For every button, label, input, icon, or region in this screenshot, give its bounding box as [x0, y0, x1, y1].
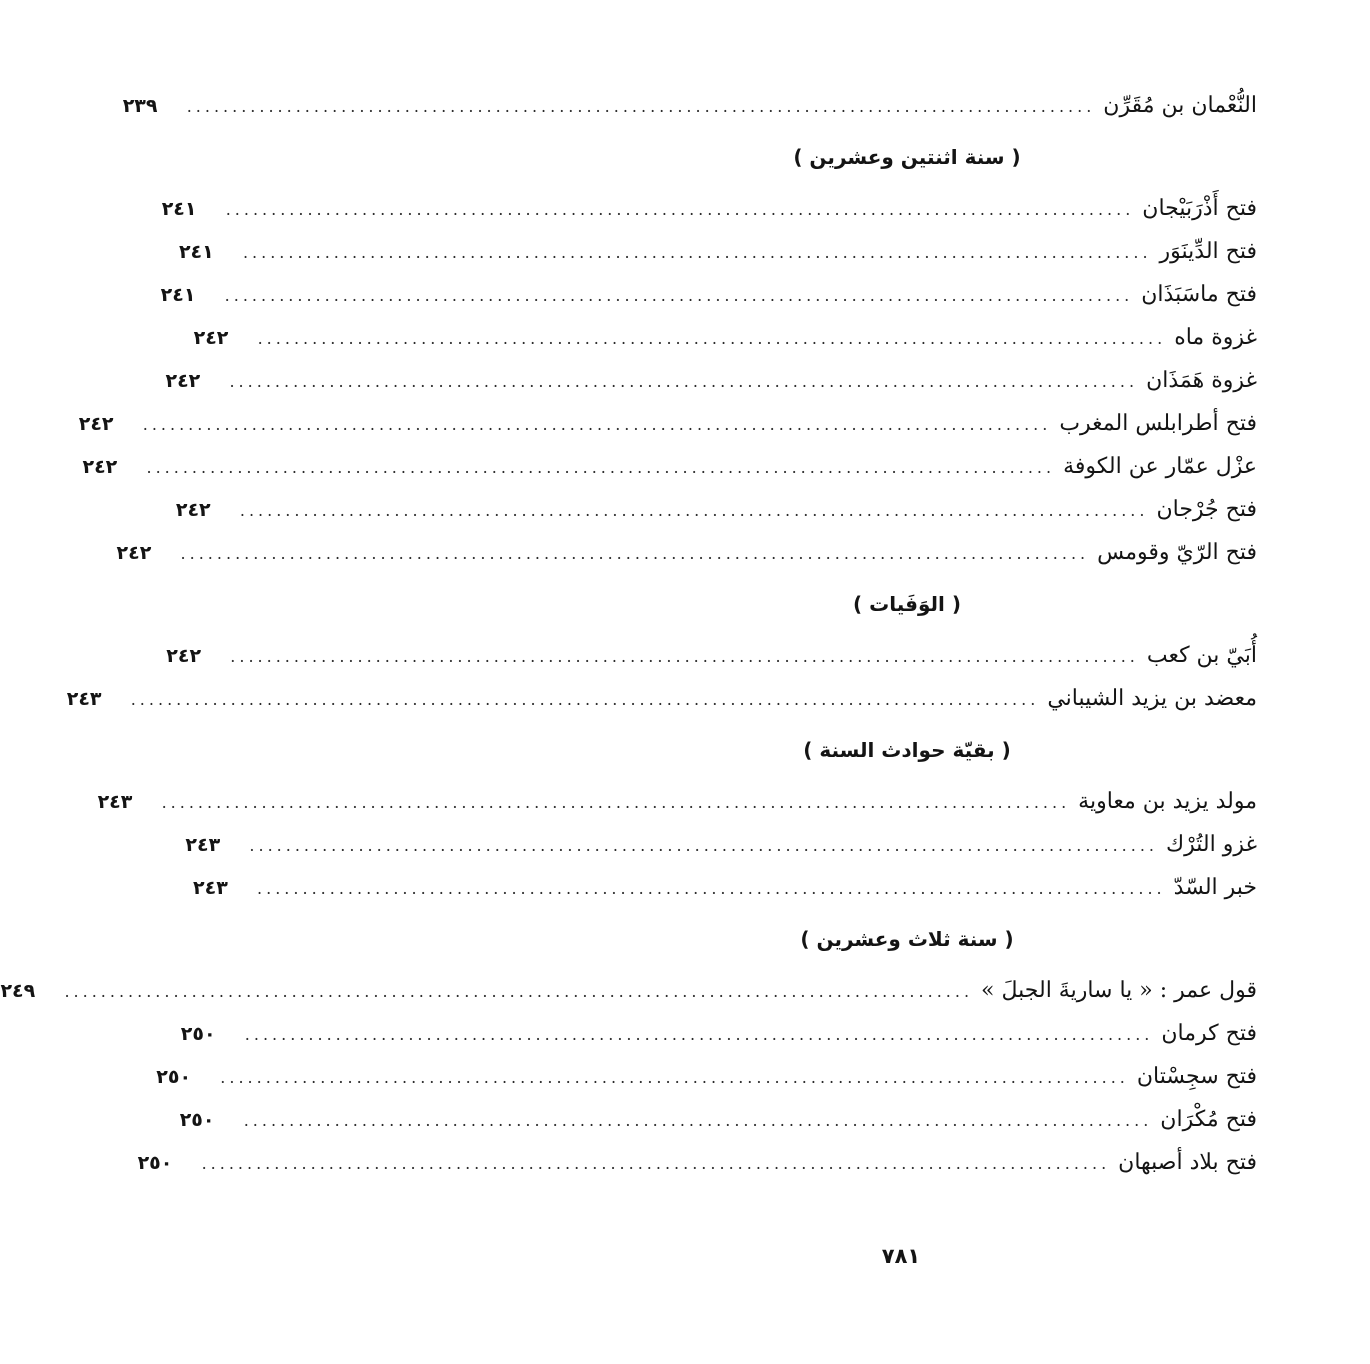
- toc-entry: [78, 402, 1257, 445]
- toc-entry: [156, 1055, 1257, 1098]
- entry-title: غزوة هَمَذَان: [1146, 368, 1257, 393]
- entry-title: قول عمر : « يا ساريةَ الجبلَ »: [981, 978, 1257, 1003]
- dot-leader: ....................................................................................................: [244, 1025, 1154, 1044]
- toc-entry: [161, 187, 1257, 230]
- entry-page-number: ٢٤٢: [165, 370, 201, 392]
- entry-title: غزو التُرْك: [1166, 832, 1257, 857]
- entry-page-number: ٢٥٠: [156, 1066, 192, 1088]
- dot-leader: ....................................................................................................: [225, 200, 1135, 219]
- dot-leader: ....................................................................................................: [64, 982, 974, 1001]
- entry-page-number: ٢٤٢: [166, 645, 202, 667]
- toc-entry: [137, 1141, 1257, 1184]
- dot-leader: ....................................................................................................: [224, 286, 1134, 305]
- dot-leader: ....................................................................................................: [239, 501, 1149, 520]
- toc-entry: [180, 1012, 1257, 1055]
- entry-page-number: ٢٤١: [160, 284, 196, 306]
- page-number: ٧٨١: [881, 1244, 921, 1268]
- dot-leader: ....................................................................................................: [242, 243, 1152, 262]
- dot-leader: ....................................................................................................: [243, 1111, 1153, 1130]
- entry-title: فتح أطرابلس المغرب: [1059, 411, 1257, 436]
- dot-leader: ....................................................................................................: [201, 1154, 1111, 1173]
- dot-leader: ....................................................................................................: [230, 647, 1139, 666]
- toc-entry: [122, 84, 1257, 127]
- entry-title: معضد بن يزيد الشيباني: [1047, 686, 1257, 711]
- entry-title: فتح مُكْرَان: [1160, 1107, 1257, 1132]
- entry-page-number: ٢٥٠: [180, 1023, 216, 1045]
- entry-page-number: ٢٣٩: [122, 95, 158, 117]
- table-of-contents: [0, 84, 1257, 1184]
- toc-entry: [0, 969, 1257, 1012]
- section-heading: ( الوَفَيات ): [853, 592, 961, 616]
- entry-title: غزوة ماه: [1174, 325, 1257, 350]
- entry-page-number: ٢٥٠: [137, 1152, 173, 1174]
- entry-title: مولد يزيد بن معاوية: [1078, 789, 1257, 814]
- entry-page-number: ٢٤٢: [78, 413, 114, 435]
- dot-leader: ....................................................................................................: [130, 690, 1040, 709]
- dot-leader: ....................................................................................................: [220, 1068, 1129, 1087]
- toc-entry: [160, 273, 1257, 316]
- entry-title: عزْل عمّار عن الكوفة: [1063, 454, 1257, 479]
- entry-title: فتح ماسَبَذَان: [1141, 282, 1257, 307]
- entry-page-number: ٢٤٢: [193, 327, 229, 349]
- entry-page-number: ٢٤٣: [66, 688, 102, 710]
- toc-entry: [193, 316, 1257, 359]
- entry-title: فتح أَذْرَبَيْجان: [1142, 196, 1257, 221]
- entry-title: فتح الدِّينَوَر: [1159, 239, 1257, 264]
- toc-entry: [82, 445, 1257, 488]
- entry-page-number: ٢٥٠: [179, 1109, 215, 1131]
- dot-leader: ....................................................................................................: [186, 97, 1096, 116]
- toc-entry: [116, 531, 1257, 574]
- entry-title: أُبَيّ بن كعب: [1146, 643, 1257, 668]
- section-heading: ( سنة ثلاث وعشرين ): [800, 927, 1014, 951]
- entry-page-number: ٢٤٢: [82, 456, 118, 478]
- toc-entry: [165, 359, 1257, 402]
- toc-entry: [193, 866, 1257, 909]
- dot-leader: ....................................................................................................: [249, 836, 1158, 855]
- entry-page-number: ٢٤٣: [97, 791, 133, 813]
- entry-title: خبر السّدّ: [1173, 875, 1257, 900]
- entry-title: فتح بلاد أصبهان: [1118, 1150, 1257, 1175]
- entry-page-number: ٢٤٩: [0, 980, 36, 1002]
- toc-entry: [66, 677, 1257, 720]
- entry-page-number: ٢٤٢: [175, 499, 211, 521]
- dot-leader: ....................................................................................................: [142, 415, 1052, 434]
- dot-leader: ....................................................................................................: [180, 544, 1090, 563]
- entry-title: النُّعْمان بن مُقَرِّن: [1103, 93, 1257, 118]
- section-heading: ( سنة اثنتين وعشرين ): [793, 145, 1021, 169]
- dot-leader: ....................................................................................................: [257, 879, 1166, 898]
- entry-page-number: ٢٤٣: [185, 834, 221, 856]
- dot-leader: ....................................................................................................: [229, 372, 1139, 391]
- entry-title: فتح جُرْجان: [1156, 497, 1257, 522]
- toc-entry: [185, 823, 1257, 866]
- section-heading: ( بقيّة حوادث السنة ): [803, 738, 1011, 762]
- entry-title: فتح الرّيّ وقومس: [1097, 540, 1257, 565]
- dot-leader: ....................................................................................................: [161, 793, 1071, 812]
- entry-title: فتح كرمان: [1161, 1021, 1257, 1046]
- toc-entry: [179, 1098, 1257, 1141]
- toc-entry: [97, 780, 1257, 823]
- dot-leader: ....................................................................................................: [257, 329, 1167, 348]
- entry-page-number: ٢٤١: [161, 198, 197, 220]
- toc-entry: [178, 230, 1257, 273]
- toc-entry: [175, 488, 1257, 531]
- toc-entry: [166, 634, 1257, 677]
- entry-title: فتح سجِسْتان: [1136, 1064, 1257, 1089]
- entry-page-number: ٢٤٣: [193, 877, 228, 899]
- entry-page-number: ٢٤١: [178, 241, 214, 263]
- dot-leader: ....................................................................................................: [146, 458, 1056, 477]
- entry-page-number: ٢٤٢: [116, 542, 152, 564]
